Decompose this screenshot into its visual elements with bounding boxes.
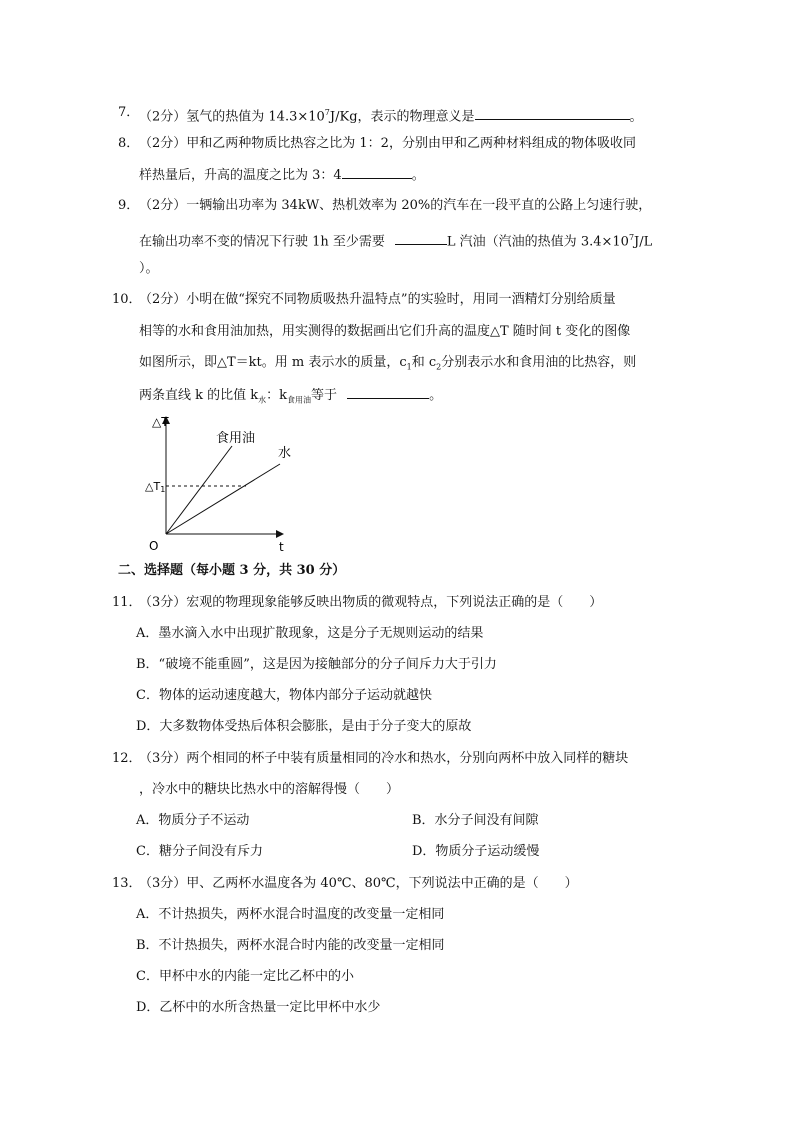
question-text: （2分）氢气的热值为 $14.3\times 10^7J/Kg$，表示的物理意义是 。 bbox=[139, 108, 643, 125]
question-text: （2分）甲和乙两种物质比热容之比为 1：2，分别由甲和乙两种材料组成的物体吸收同 bbox=[139, 136, 636, 151]
oil-line bbox=[166, 446, 232, 534]
origin-label: O bbox=[149, 539, 159, 553]
t1-label: △T1 bbox=[145, 480, 166, 494]
question-number: 10． bbox=[112, 292, 142, 307]
answer-blank[interactable] bbox=[347, 385, 429, 399]
question-text: （3分）甲、乙两杯水温度各为 40℃、80℃，下列说法中正确的是（ ） bbox=[139, 876, 578, 891]
oil-line-label: 食用油 bbox=[216, 431, 256, 446]
question-text: （3分）宏观的物理现象能够反映出物质的微观特点，下列说法正确的是（ ） bbox=[139, 595, 603, 610]
question-number: 9． bbox=[118, 198, 140, 213]
temperature-time-graph bbox=[140, 408, 310, 558]
question-text: （2分）小明在做“探究不同物质吸热升温特点”的实验时，用同一酒精灯分别给质量 bbox=[139, 292, 616, 307]
question-number: 8． bbox=[118, 136, 140, 151]
option-a[interactable]: A．物质分子不运动 bbox=[136, 813, 250, 828]
y-axis-label: △T bbox=[152, 415, 169, 429]
water-line-label: 水 bbox=[278, 446, 292, 461]
answer-blank[interactable] bbox=[342, 165, 412, 179]
question-number: 13． bbox=[112, 876, 142, 891]
water-line bbox=[166, 464, 280, 534]
answer-blank[interactable] bbox=[395, 231, 447, 245]
option-d[interactable]: D．物质分子运动缓慢 bbox=[412, 844, 540, 859]
option-c[interactable]: C．糖分子间没有斥力 bbox=[136, 844, 263, 859]
question-number: 7． bbox=[118, 105, 140, 120]
question-number: 12． bbox=[112, 751, 142, 766]
x-axis-label: t bbox=[279, 540, 284, 554]
question-text: （3分）两个相同的杯子中装有质量相同的冷水和热水，分别向两杯中放入同样的糖块 bbox=[139, 751, 629, 766]
question-text: （2分）一辆输出功率为 34kW、热机效率为 20%的汽车在一段平直的公路上匀速行驶， bbox=[139, 198, 652, 213]
option-b[interactable]: B．水分子间没有间隙 bbox=[412, 813, 539, 828]
answer-blank[interactable] bbox=[475, 106, 630, 120]
question-number: 11． bbox=[112, 595, 142, 610]
